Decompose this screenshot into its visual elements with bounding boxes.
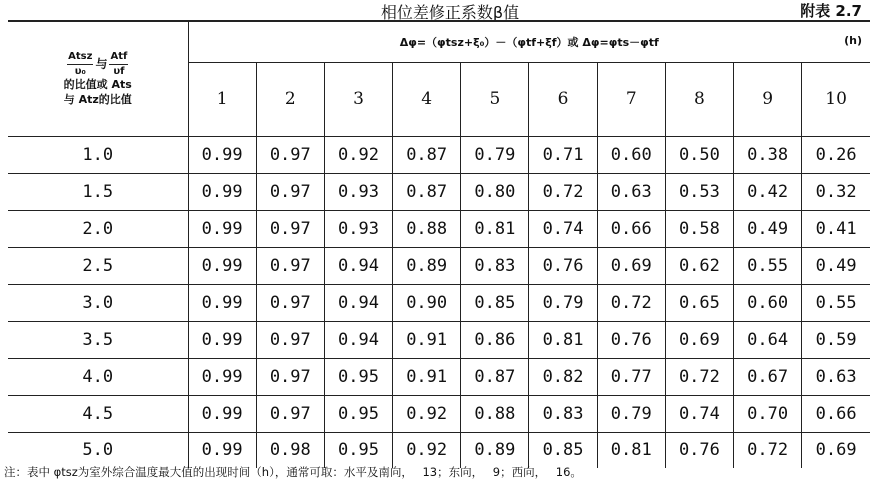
table-cell: 0.70: [734, 395, 802, 432]
table-cell: 0.87: [393, 173, 461, 210]
table-cell: 0.49: [734, 210, 802, 247]
table-row: [8, 247, 870, 284]
column-header: 7: [597, 62, 665, 136]
table-cell: 0.67: [734, 358, 802, 395]
row-label: 4.5: [8, 395, 188, 432]
table-cell: 0.86: [461, 321, 529, 358]
table-number: 附表 2.7: [800, 2, 862, 20]
column-header: 9: [734, 62, 802, 136]
table-cell: 0.99: [188, 321, 256, 358]
table-cell: 0.97: [256, 136, 324, 173]
table-cell: 0.66: [597, 210, 665, 247]
table-cell: 0.91: [393, 358, 461, 395]
table-cell: 0.81: [529, 321, 597, 358]
table-cell: 0.88: [393, 210, 461, 247]
table-cell: 0.72: [529, 173, 597, 210]
table-cell: 0.87: [393, 136, 461, 173]
table-cell: 0.53: [665, 173, 733, 210]
table-cell: 0.83: [529, 395, 597, 432]
table-cell: 0.81: [461, 210, 529, 247]
corner-line-3: 与 Atz的比值: [63, 93, 132, 107]
table-row: [8, 358, 870, 395]
footnote-south: 13；东向，: [422, 465, 484, 479]
table-cell: 0.93: [324, 210, 392, 247]
column-header: 5: [461, 62, 529, 136]
column-header: 4: [393, 62, 461, 136]
table-cell: 0.42: [734, 173, 802, 210]
table-cell: 0.62: [665, 247, 733, 284]
table-cell: 0.76: [529, 247, 597, 284]
table-cell: 0.99: [188, 173, 256, 210]
table-cell: 0.99: [188, 358, 256, 395]
table-cell: 0.63: [802, 358, 870, 395]
table-body: [8, 136, 870, 468]
title-bar: [0, 0, 878, 20]
table-cell: 0.97: [256, 358, 324, 395]
table-cell: 0.79: [461, 136, 529, 173]
corner-header: [8, 21, 188, 136]
table-cell: 0.58: [665, 210, 733, 247]
table-cell: 0.97: [256, 247, 324, 284]
column-header: 10: [802, 62, 870, 136]
table-cell: 0.38: [734, 136, 802, 173]
table-cell: 0.66: [802, 395, 870, 432]
table-cell: 0.97: [256, 321, 324, 358]
table-cell: 0.85: [461, 284, 529, 321]
table-cell: 0.79: [597, 395, 665, 432]
table-cell: 0.49: [802, 247, 870, 284]
table-cell: 0.97: [256, 210, 324, 247]
table-cell: 0.98: [256, 432, 324, 468]
column-header: 1: [188, 62, 256, 136]
table-cell: 0.95: [324, 432, 392, 468]
ratio-fraction-1: $\frac{\text{Atsz}}{\text{υ₀}}$: [68, 51, 93, 77]
table-cell: 0.60: [734, 284, 802, 321]
ratio-connector: 与: [95, 57, 108, 72]
table-cell: 0.72: [734, 432, 802, 468]
table-cell: 0.50: [665, 136, 733, 173]
table-cell: 0.99: [188, 136, 256, 173]
footnote: [4, 464, 588, 480]
table-cell: 0.65: [665, 284, 733, 321]
table-cell: 0.71: [529, 136, 597, 173]
table-cell: 0.72: [665, 358, 733, 395]
row-label: 4.0: [8, 358, 188, 395]
table-cell: 0.91: [393, 321, 461, 358]
table-cell: 0.55: [802, 284, 870, 321]
column-header: 8: [665, 62, 733, 136]
table-cell: 0.74: [665, 395, 733, 432]
table-cell: 0.64: [734, 321, 802, 358]
row-label: 2.0: [8, 210, 188, 247]
table-cell: 0.79: [529, 284, 597, 321]
table-cell: 0.80: [461, 173, 529, 210]
table-cell: 0.85: [529, 432, 597, 468]
table-cell: 0.99: [188, 210, 256, 247]
row-label: 2.5: [8, 247, 188, 284]
phase-diff-formula: [188, 21, 870, 62]
formula-unit: (h): [844, 34, 862, 47]
table-cell: 0.92: [393, 432, 461, 468]
table-cell: 0.99: [188, 247, 256, 284]
table-cell: 0.63: [597, 173, 665, 210]
table-cell: 0.99: [188, 284, 256, 321]
table-cell: 0.89: [461, 432, 529, 468]
table-cell: 0.94: [324, 321, 392, 358]
row-label: 3.0: [8, 284, 188, 321]
table-cell: 0.41: [802, 210, 870, 247]
table-cell: 0.99: [188, 395, 256, 432]
formula-text: Δφ=（φtsz+ξ₀）－（φtf+ξf）或 Δφ=φts－φtf: [399, 35, 659, 49]
table-row: [8, 173, 870, 210]
table-title: 相位差修正系数β值: [380, 3, 520, 22]
corner-line-2: 的比值或 Ats: [63, 78, 132, 92]
row-label: 1.0: [8, 136, 188, 173]
column-header: 2: [256, 62, 324, 136]
table-cell: 0.32: [802, 173, 870, 210]
table-cell: 0.55: [734, 247, 802, 284]
table-cell: 0.77: [597, 358, 665, 395]
table-cell: 0.93: [324, 173, 392, 210]
row-label: 1.5: [8, 173, 188, 210]
column-header: 3: [324, 62, 392, 136]
table-row: [8, 395, 870, 432]
beta-table: [8, 20, 870, 468]
table-cell: 0.69: [665, 321, 733, 358]
table-cell: 0.92: [324, 136, 392, 173]
table-cell: 0.95: [324, 395, 392, 432]
footnote-east: 9；西向，: [492, 465, 547, 479]
table-cell: 0.72: [597, 284, 665, 321]
table-cell: 0.95: [324, 358, 392, 395]
table-cell: 0.83: [461, 247, 529, 284]
table-cell: 0.76: [597, 321, 665, 358]
table-cell: 0.69: [815, 440, 857, 461]
table-row: [8, 321, 870, 358]
ratio-fraction-2: $\frac{\text{Atf}}{\upsilon f}$: [110, 51, 128, 77]
table-cell: 0.99: [188, 432, 256, 468]
row-label: 5.0: [8, 432, 188, 468]
footnote-lead: 注：表中 φtsz为室外综合温度最大值的出现时间（h），通常可取：水平及南向，: [4, 465, 413, 479]
table-cell: 0.89: [393, 247, 461, 284]
table-cell: 0.90: [393, 284, 461, 321]
table-cell: 0.87: [461, 358, 529, 395]
table-row: [8, 284, 870, 321]
table-cell: 0.94: [324, 247, 392, 284]
table-cell: 0.88: [461, 395, 529, 432]
table-cell: 0.97: [256, 395, 324, 432]
row-label: 3.5: [8, 321, 188, 358]
table-row: [8, 210, 870, 247]
table-cell: 0.69: [597, 247, 665, 284]
table-cell: 0.97: [256, 173, 324, 210]
table-cell: 0.60: [597, 136, 665, 173]
column-header: 6: [529, 62, 597, 136]
table-cell: 0.92: [393, 395, 461, 432]
table-cell: 0.81: [597, 432, 665, 468]
table-cell: 0.76: [665, 432, 733, 468]
table-cell: 0.82: [529, 358, 597, 395]
table-cell: 0.97: [256, 284, 324, 321]
table-row: [8, 432, 870, 468]
table-row: [8, 136, 870, 173]
table-cell: 0.59: [802, 321, 870, 358]
table-cell: 0.26: [802, 136, 870, 173]
table-cell: 0.94: [324, 284, 392, 321]
footnote-west: 16。: [555, 465, 582, 479]
table-cell: 0.74: [529, 210, 597, 247]
